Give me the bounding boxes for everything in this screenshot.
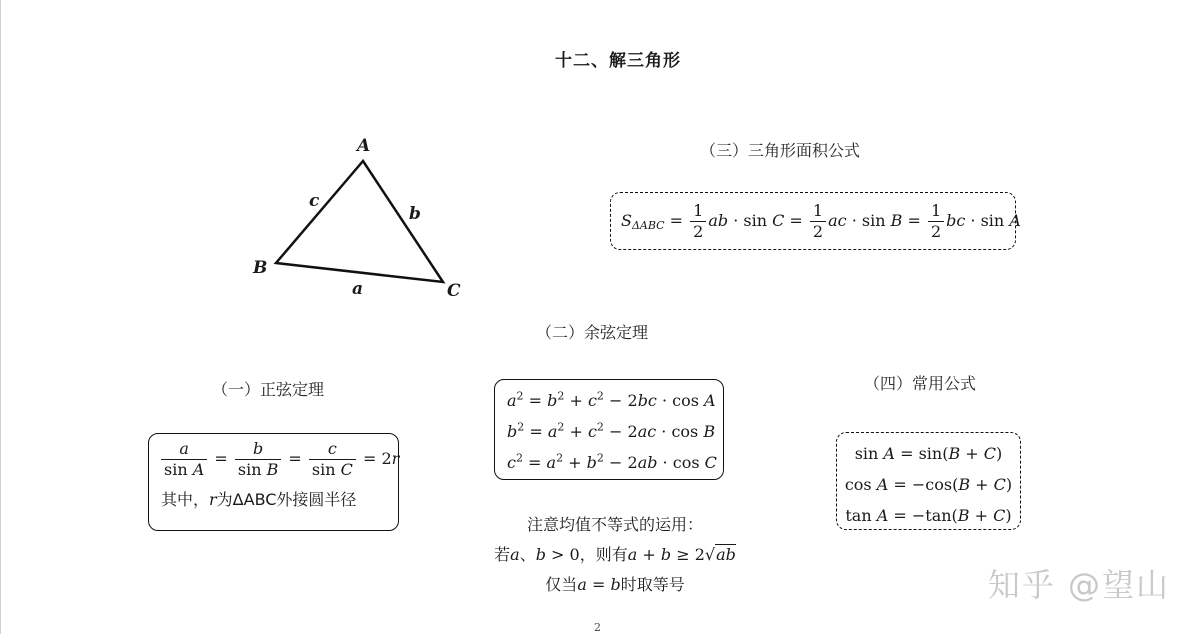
vertex-b-label: B xyxy=(253,258,268,278)
cosine-formula-b: $b^2 = a^2 + c^2 - 2ac \cdot \cos B$ xyxy=(507,420,716,441)
inequality-line3: 仅当a = b时取等号 xyxy=(545,575,685,594)
sine-formula-box xyxy=(148,433,399,531)
vertex-c-label: C xyxy=(447,281,461,301)
inequality-line1: 注意均值不等式的运用： xyxy=(526,515,703,534)
inequality-note xyxy=(460,510,770,600)
common-formula-cos: cos A = −cos(B + C) xyxy=(844,475,1013,494)
page-title: 十二、解三角形 xyxy=(555,51,681,71)
vertex-a-label: A xyxy=(357,136,371,156)
cosine-formula-a: $a^2 = b^2 + c^2 - 2bc \cdot \cos A$ xyxy=(507,389,716,410)
cosine-heading: （二）余弦定理 xyxy=(536,323,649,342)
side-a-label: a xyxy=(352,279,364,299)
area-heading: （三）三角形面积公式 xyxy=(700,141,861,160)
common-heading: （四）常用公式 xyxy=(864,374,977,393)
page-number: 2 xyxy=(594,621,601,634)
page-edge xyxy=(0,0,1,634)
area-formula: $S_{\Delta ABC}$ = $\frac{1}{2}$ ab · sin C = $\frac{1}{2}$ ac · sin B = $\frac{1}{2}$ bc · sin A xyxy=(621,200,1021,241)
sine-heading: （一）正弦定理 xyxy=(212,380,325,399)
watermark: 知乎 @望山 xyxy=(987,566,1170,604)
common-formula-tan: tan A = −tan(B + C) xyxy=(845,506,1012,525)
common-formula-box xyxy=(836,432,1021,530)
common-formula-sin: sin A = sin(B + C) xyxy=(854,444,1003,463)
side-c-label: c xyxy=(309,191,320,211)
side-b-label: b xyxy=(409,204,421,224)
cosine-formula-box xyxy=(494,379,724,480)
inequality-line2: 若a、b > 0，则有a + b ≥ 2√ab xyxy=(494,545,736,564)
sine-note: 其中，r为ΔABC外接圆半径 xyxy=(161,490,357,509)
area-formula-box xyxy=(610,192,1021,250)
cosine-formula-c: $c^2 = a^2 + b^2 - 2ab \cdot \cos C$ xyxy=(507,451,717,472)
sine-formula: $\frac{a}{\text{sin A}}$ = $\frac{b}{\text{sin B}}$ = $\frac{c}{\text{sin C}}$ = 2r xyxy=(159,440,398,479)
